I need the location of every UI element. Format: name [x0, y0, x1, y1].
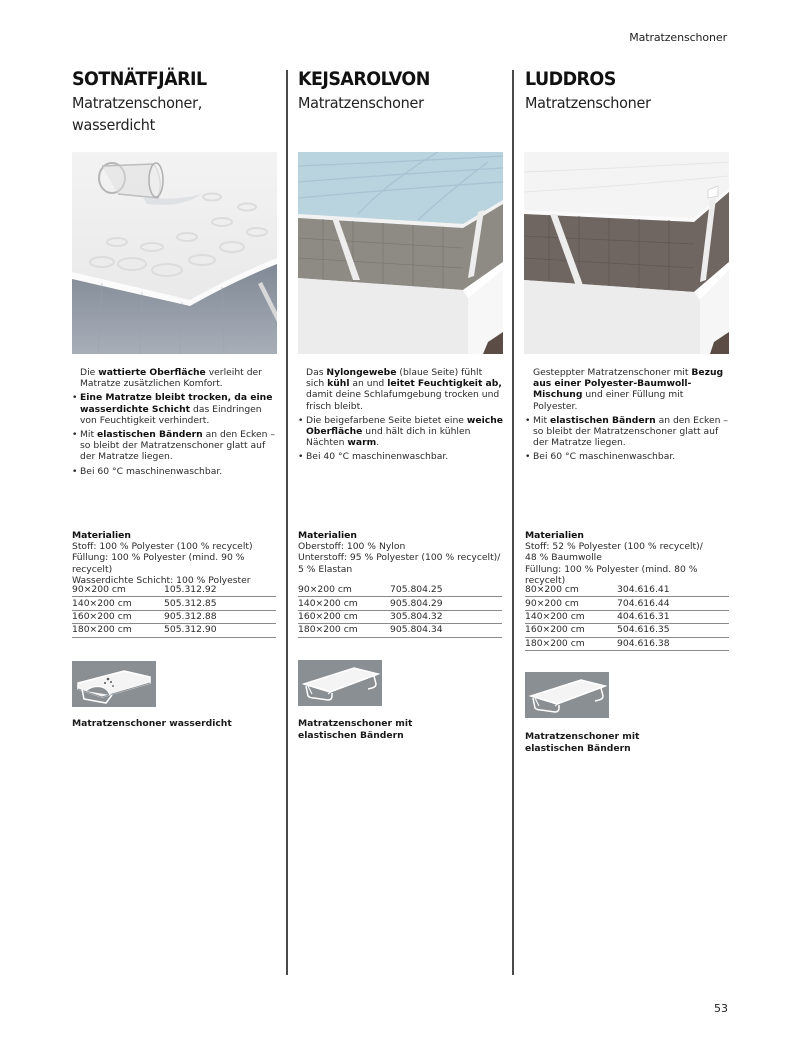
table-row: [298, 597, 502, 610]
size-cell: 140×200 cm: [72, 597, 164, 610]
article-number: 505.312.90: [164, 624, 276, 637]
section-label: Matratzenschoner: [629, 31, 727, 44]
materials-block: [72, 530, 277, 586]
size-article-table: [72, 584, 276, 638]
article-number: 404.616.31: [617, 610, 729, 623]
product-name: KEJSAROLVON: [298, 68, 430, 90]
materials-title: Materialien: [72, 530, 131, 541]
table-row: [72, 584, 276, 597]
product-description: [72, 367, 277, 480]
article-number: 105.312.92: [164, 584, 276, 597]
feature-list: [525, 415, 730, 463]
size-cell: 140×200 cm: [298, 597, 390, 610]
size-cell: 180×200 cm: [72, 624, 164, 637]
icon-caption: [525, 731, 730, 754]
intro-text: Das Nylongewebe (blaue Seite) fühlt sich kühl an und leitet Feuchtigkeit ab, damit deine Schlafumgebung trocken und frisch bleibt.: [306, 367, 502, 412]
product-description: [525, 367, 730, 466]
icon-caption: [72, 718, 277, 730]
material-line: Oberstoff: 100 % Nylon: [298, 541, 406, 553]
material-line: Wasserdichte Schicht: 100 % Polyester: [72, 574, 251, 586]
product-description: [298, 367, 503, 466]
waterproof-mattress-protector-icon: [72, 661, 156, 707]
product-header-luddros: [525, 66, 730, 114]
feature-list: [72, 392, 277, 476]
table-row: [298, 624, 502, 637]
product-subtitle: Matratzenschoner: [298, 94, 424, 112]
product-photo-luddros: [524, 152, 729, 354]
size-cell: 90×200 cm: [298, 584, 390, 597]
size-cell: 80×200 cm: [525, 584, 617, 597]
article-number: 504.616.35: [617, 624, 729, 637]
article-number: 905.804.29: [390, 597, 502, 610]
intro-text: Die wattierte Oberfläche verleiht der Matratze zusätzlichen Komfort.: [80, 367, 262, 390]
feature-list: [298, 415, 503, 463]
material-line: Stoff: 52 % Polyester (100 % recycelt)/: [525, 541, 703, 553]
icon-caption: [298, 718, 503, 741]
article-number: 305.804.32: [390, 610, 502, 623]
material-line: Stoff: 100 % Polyester (100 % recycelt): [72, 541, 253, 553]
product-subtitle: Matratzenschoner: [525, 94, 651, 112]
feature-item: • Bei 60 °C maschinenwaschbar.: [72, 466, 277, 477]
size-cell: 90×200 cm: [525, 597, 617, 610]
elastic-straps-mattress-protector-icon: [525, 672, 609, 718]
article-number: 905.312.88: [164, 610, 276, 623]
material-line: Füllung: 100 % Polyester (mind. 80 % recycelt): [525, 563, 698, 586]
feature-item: • Die beigefarbene Seite bietet eine weiche Oberfläche und hält dich in kühlen Nächten warm.: [298, 415, 503, 449]
table-row: [298, 584, 502, 597]
product-header-kejsarolvon: [298, 66, 503, 114]
materials-block: [298, 530, 503, 575]
size-article-table: [298, 584, 502, 638]
table-row: [525, 597, 729, 610]
table-row: [72, 610, 276, 623]
material-line: 5 % Elastan: [298, 563, 353, 575]
article-number: 505.312.85: [164, 597, 276, 610]
article-number: 704.616.44: [617, 597, 729, 610]
table-row: [525, 610, 729, 623]
size-cell: 180×200 cm: [525, 637, 617, 650]
product-subtitle: Matratzenschoner,: [72, 94, 203, 112]
feature-item: • Bei 60 °C maschinenwaschbar.: [525, 451, 730, 462]
article-number: 705.804.25: [390, 584, 502, 597]
icon-caption-line: Matratzenschoner wasserdicht: [72, 718, 232, 729]
material-line: 48 % Baumwolle: [525, 552, 602, 564]
size-cell: 160×200 cm: [525, 624, 617, 637]
elastic-straps-mattress-protector-icon: [298, 660, 382, 706]
icon-caption-line: elastischen Bändern: [298, 729, 404, 741]
size-cell: 160×200 cm: [298, 610, 390, 623]
icon-caption-line: Matratzenschoner mit: [525, 731, 640, 742]
table-row: [72, 597, 276, 610]
material-line: Unterstoff: 95 % Polyester (100 % recycelt)/: [298, 552, 501, 564]
size-cell: 160×200 cm: [72, 610, 164, 623]
materials-title: Materialien: [298, 530, 357, 541]
product-subtitle: wasserdicht: [72, 116, 155, 134]
size-cell: 140×200 cm: [525, 610, 617, 623]
table-row: [72, 624, 276, 637]
table-row: [298, 610, 502, 623]
product-photo-sotnatfjaril: [72, 152, 277, 354]
column-divider: [512, 70, 514, 975]
product-photo-kejsarolvon: [298, 152, 503, 354]
table-row: [525, 584, 729, 597]
materials-block: [525, 530, 730, 586]
product-name: SOTNÄTFJÄRIL: [72, 68, 207, 90]
size-article-table: [525, 584, 729, 651]
icon-caption-line: elastischen Bändern: [525, 742, 631, 754]
feature-item: • Mit elastischen Bändern an den Ecken – so bleibt der Matratzenschoner glatt auf der Matratze liegen.: [72, 429, 277, 463]
materials-title: Materialien: [525, 530, 584, 541]
column-divider: [286, 70, 288, 975]
article-number: 905.804.34: [390, 624, 502, 637]
size-cell: 180×200 cm: [298, 624, 390, 637]
size-cell: 90×200 cm: [72, 584, 164, 597]
feature-item: • Eine Matratze bleibt trocken, da eine wasserdichte Schicht das Eindringen von Feuchtigkeit verhindert.: [72, 392, 277, 426]
article-number: 304.616.41: [617, 584, 729, 597]
material-line: Füllung: 100 % Polyester (mind. 90 % recycelt): [72, 552, 245, 575]
product-name: LUDDROS: [525, 68, 616, 90]
article-number: 904.616.38: [617, 637, 729, 650]
table-row: [525, 637, 729, 650]
page-number: 53: [714, 1002, 728, 1015]
icon-caption-line: Matratzenschoner mit: [298, 718, 413, 729]
table-row: [525, 624, 729, 637]
intro-text: Gesteppter Matratzenschoner mit Bezug aus einer Polyester-Baumwoll-Mischung und einer Füllung mit Polyester.: [533, 367, 724, 412]
product-header-sotnatfjaril: [72, 66, 277, 136]
feature-item: • Mit elastischen Bändern an den Ecken – so bleibt der Matratzenschoner glatt auf der Matratze liegen.: [525, 415, 730, 449]
feature-item: • Bei 40 °C maschinenwaschbar.: [298, 451, 503, 462]
